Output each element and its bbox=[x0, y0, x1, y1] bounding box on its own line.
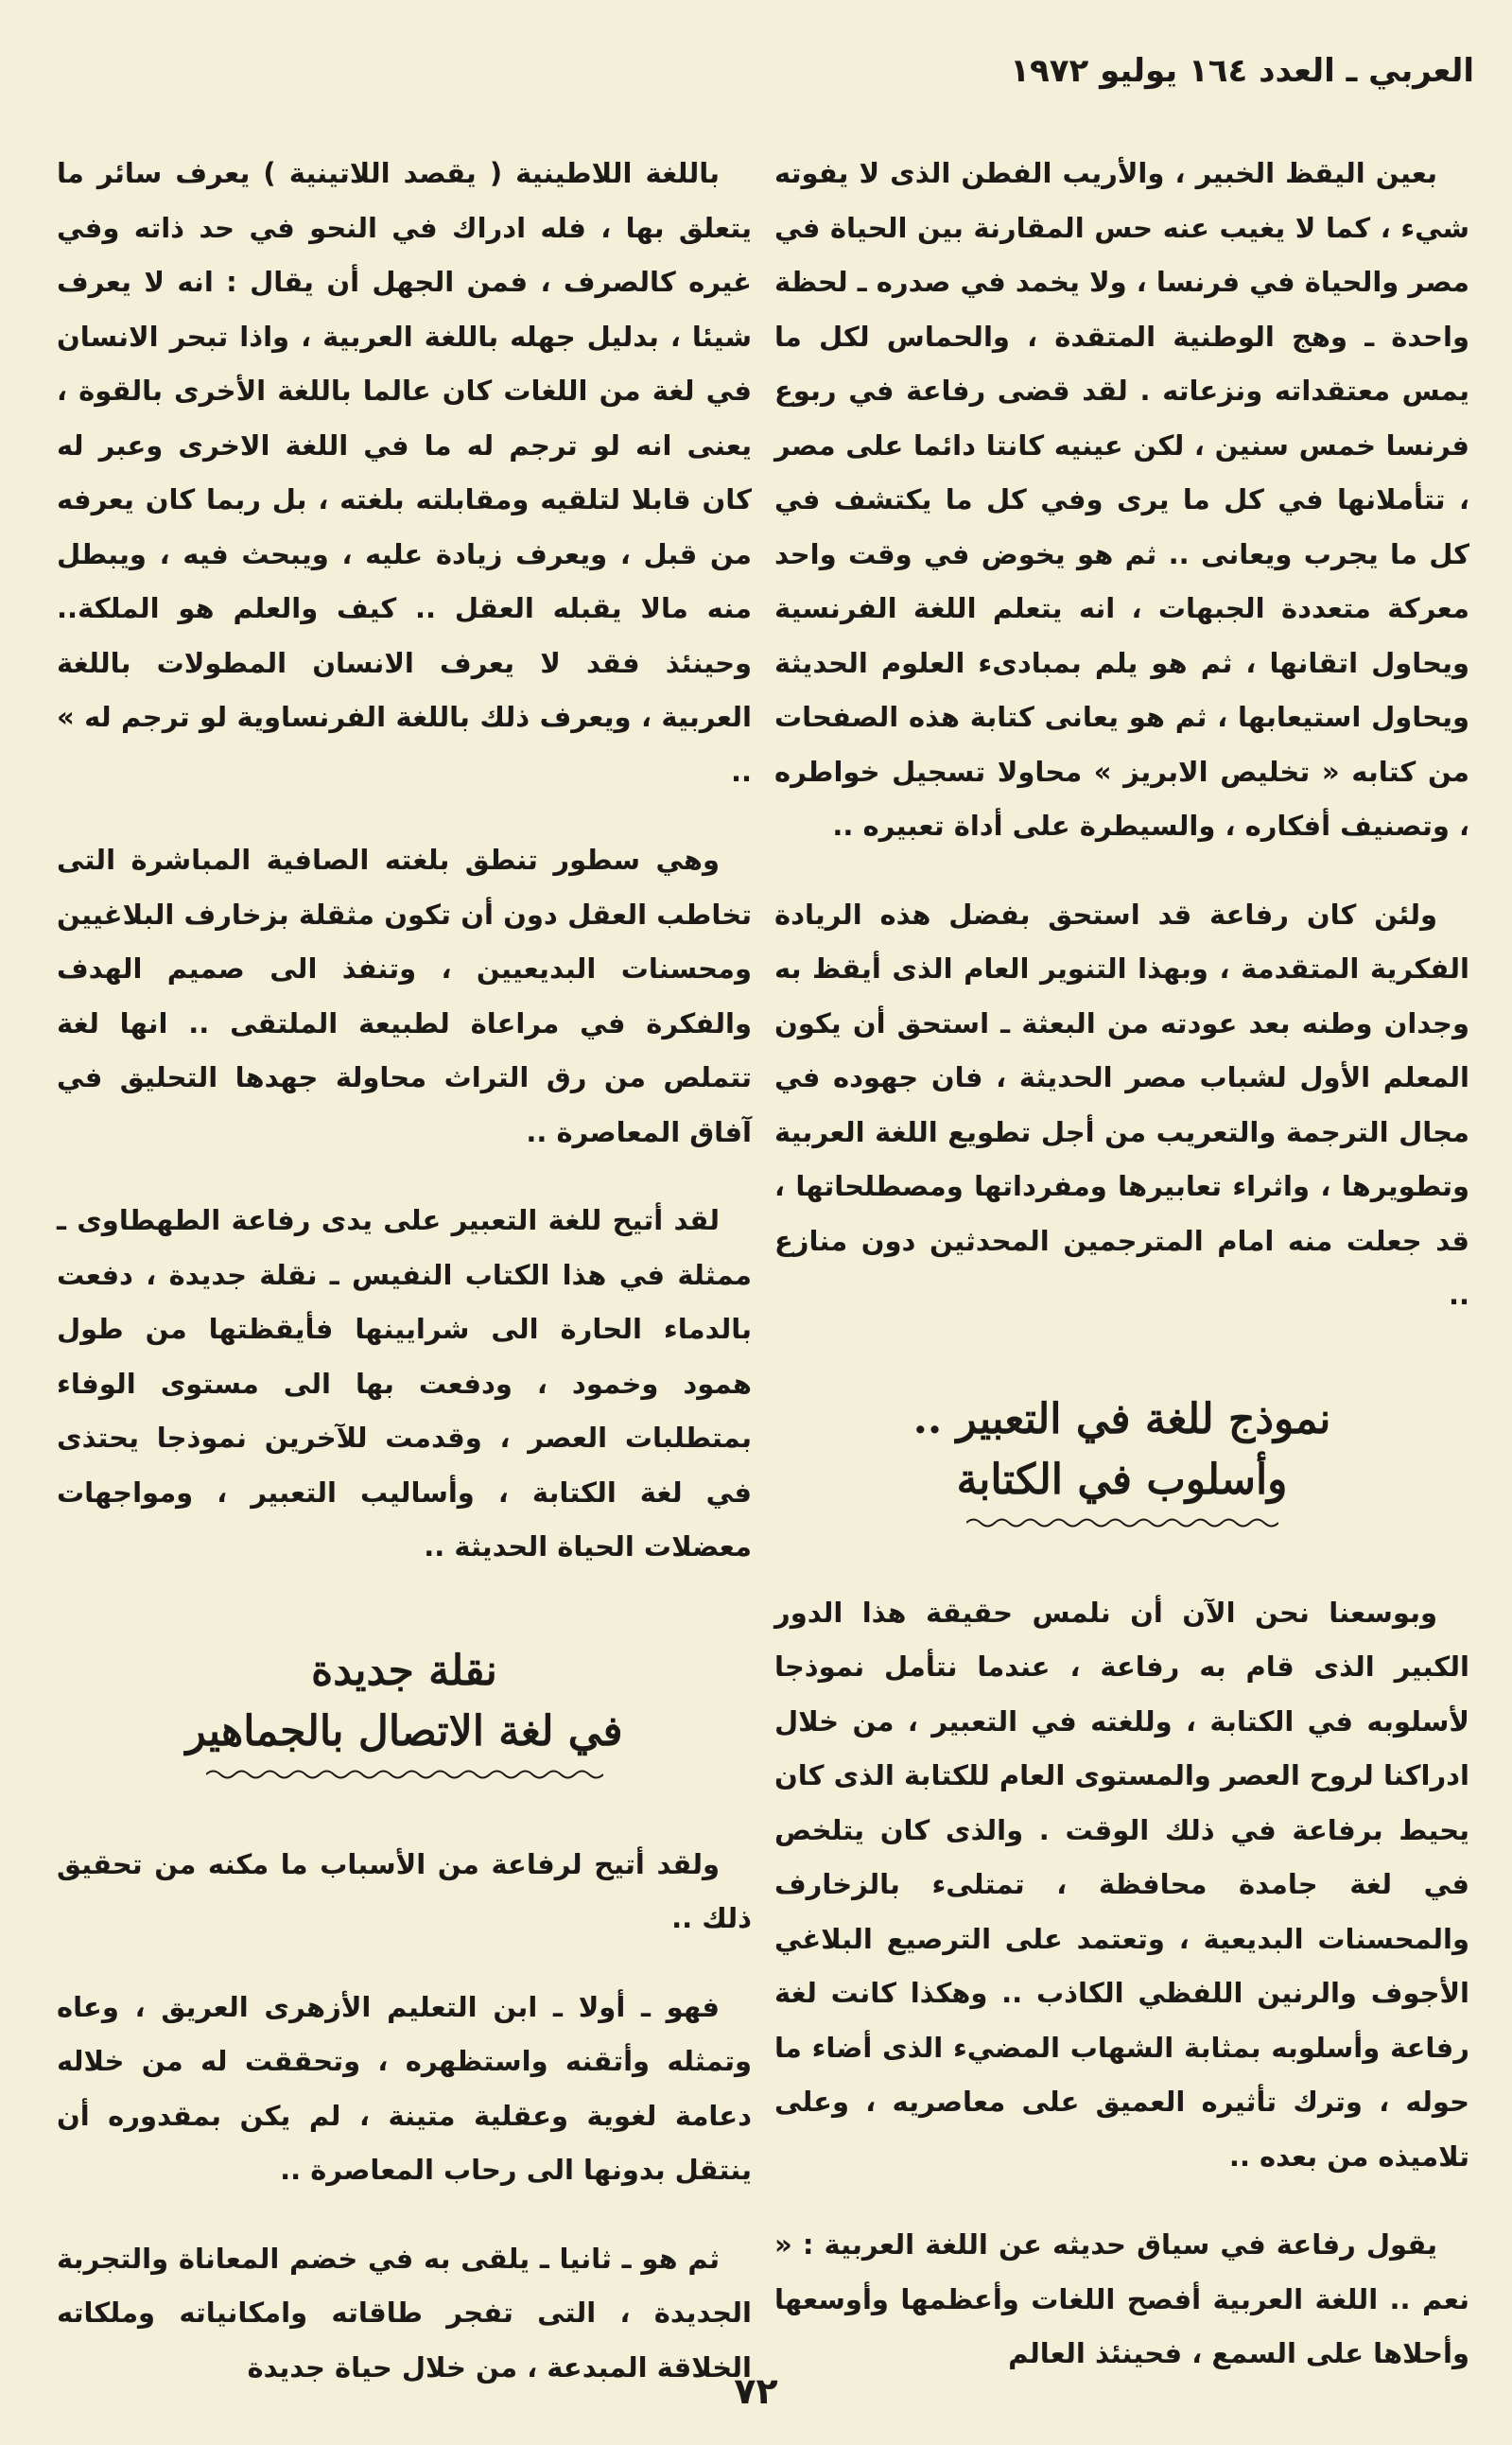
section-heading bbox=[57, 1641, 752, 1781]
paragraph: ولقد أتيح لرفاعة من الأسباب ما مكنه من تحقيق ذلك .. bbox=[57, 1847, 752, 1934]
section-heading-line-2: وأسلوب في الكتابة bbox=[956, 1455, 1288, 1504]
section-heading-line-1: نموذج للغة في التعبير .. bbox=[912, 1394, 1331, 1443]
paragraph: وهي سطور تنطق بلغته الصافية المباشرة التى تخاطب العقل دون أن تكون مثقلة بزخارف البلاغيين ومحسنات البديعيين ، وتنفذ الى صميم الهدف والفكرة في مراعاة لطبيعة الملتقى .. انها لغة تتملص من رق التراث محاولة جهدها التحليق في آفاق المعاصرة .. bbox=[57, 844, 752, 1148]
section-heading-line-2: في لغة الاتصال بالجماهير bbox=[185, 1706, 623, 1755]
paragraph: بعين اليقظ الخبير ، والأريب الفطن الذى لا يفوته شيء ، كما لا يغيب عنه حس المقارنة بين الحياة في مصر والحياة في فرنسا ، ولا يخمد في صدره ـ لحظة واحدة ـ وهج الوطنية المتقدة ، والحماس لكل ما يمس معتقداته ونزعاته . لقد قضى رفاعة في ربوع فرنسا خمس سنين ، لكن عينيه كانتا دائما على مصر ، تتأملانها في كل ما يرى وفي كل ما يكتشف في كل ما يجرب ويعانى .. ثم هو يخوض في وقت واحد معركة متعددة الجبهات ، انه يتعلم اللغة الفرنسية ويحاول اتقانها ، ثم هو يلم بمبادىء العلوم الحديثة ويحاول استيعابها ، ثم هو يعانى كتابة هذه الصفحات من كتابه « تخليص الابريز » محاولا تسجيل خواطره ، وتصنيف أفكاره ، والسيطرة على أداة تعبيره .. bbox=[774, 157, 1469, 842]
running-header: العربي ـ العدد ١٦٤ يوليو ١٩٧٢ bbox=[1010, 52, 1474, 90]
wavy-underline bbox=[206, 1768, 603, 1781]
paragraph: يقول رفاعة في سياق حديثه عن اللغة العربية : « نعم .. اللغة العربية أفصح اللغات وأعظمها وأوسعها وأحلاها على السمع ، فحينئذ العالم bbox=[774, 2228, 1469, 2369]
paragraph: ولئن كان رفاعة قد استحق بفضل هذه الريادة الفكرية المتقدمة ، وبهذا التنوير العام الذى أيقظ به وجدان وطنه بعد عودته من البعثة ـ استحق أن يكون المعلم الأول لشباب مصر الحديثة ، فان جهوده في مجال الترجمة والتعريب من أجل تطويع اللغة العربية وتطويرها ، واثراء تعابيرها ومفرداتها ومصطلحاتها ، قد جعلت منه امام المترجمين المحدثين دون منازع .. bbox=[774, 898, 1469, 1311]
page-number: ٧٢ bbox=[734, 2370, 778, 2412]
left-column bbox=[57, 147, 752, 2429]
paragraph: لقد أتيح للغة التعبير على يدى رفاعة الطهطاوى ـ ممثلة في هذا الكتاب النفيس ـ نقلة جديدة ، دفعت بالدماء الحارة الى شرايينها فأيقظتها من طول همود وخمود ، ودفعت بها الى مستوى الوفاء بمتطلبات العصر ، وقدمت للآخرين نموذجا يحتذى في لغة الكتابة ، وأساليب التعبير ، ومواجهات معضلات الحياة الحديثة .. bbox=[57, 1204, 752, 1563]
right-column bbox=[774, 147, 1469, 2416]
wavy-underline bbox=[966, 1516, 1278, 1529]
section-heading-line-1: نقلة جديدة bbox=[311, 1646, 497, 1695]
paragraph: فهو ـ أولا ـ ابن التعليم الأزهرى العريق ، وعاه وتمثله وأتقنه واستظهره ، وتحققت له من خلاله دعامة لغوية وعقلية متينة ، لم يكن بمقدوره أن ينتقل بدونها الى رحاب المعاصرة .. bbox=[57, 1990, 752, 2186]
paragraph: وبوسعنا نحن الآن أن نلمس حقيقة هذا الدور الكبير الذى قام به رفاعة ، عندما نتأمل نموذجا لأسلوبه في الكتابة ، وللغته في التعبير ، من خلال ادراكنا لروح العصر والمستوى العام للكتابة الذى كان يحيط برفاعة في ذلك الوقت . والذى كان يتلخص في لغة جامدة محافظة ، تمتلىء بالزخارف والمحسنات البديعية ، وتعتمد على الترصيع البلاغي الأجوف والرنين اللفظي الكاذب .. وهكذا كانت لغة رفاعة وأسلوبه بمثابة الشهاب المضيء الذى أضاء ما حوله ، وترك تأثيره العميق على معاصريه ، وعلى تلاميذه من بعده .. bbox=[774, 1596, 1469, 2173]
section-heading bbox=[774, 1389, 1469, 1529]
paragraph: باللغة اللاطينية ( يقصد اللاتينية ) يعرف سائر ما يتعلق بها ، فله ادراك في النحو في حد ذاته وفي غيره كالصرف ، فمن الجهل أن يقال : انه لا يعرف شيئا ، بدليل جهله باللغة العربية ، واذا تبحر الانسان في لغة من اللغات كان عالما باللغة الأخرى بالقوة ، يعنى انه لو ترجم له ما في اللغة الاخرى وعبر له كان قابلا لتلقيه ومقابلته بلغته ، بل ربما كان يعرفه من قبل ، ويعرف زيادة عليه ، ويبحث فيه ، ويبطل منه مالا يقبله العقل .. كيف والعلم هو الملكة.. وحينئذ فقد لا يعرف الانسان المطولات باللغة العربية ، ويعرف ذلك باللغة الفرنساوية لو ترجم له » .. bbox=[57, 157, 752, 788]
paragraph: ثم هو ـ ثانيا ـ يلقى به في خضم المعاناة والتجربة الجديدة ، التى تفجر طاقاته وامكانياته وملكاته الخلاقة المبدعة ، من خلال حياة جديدة bbox=[57, 2242, 752, 2384]
